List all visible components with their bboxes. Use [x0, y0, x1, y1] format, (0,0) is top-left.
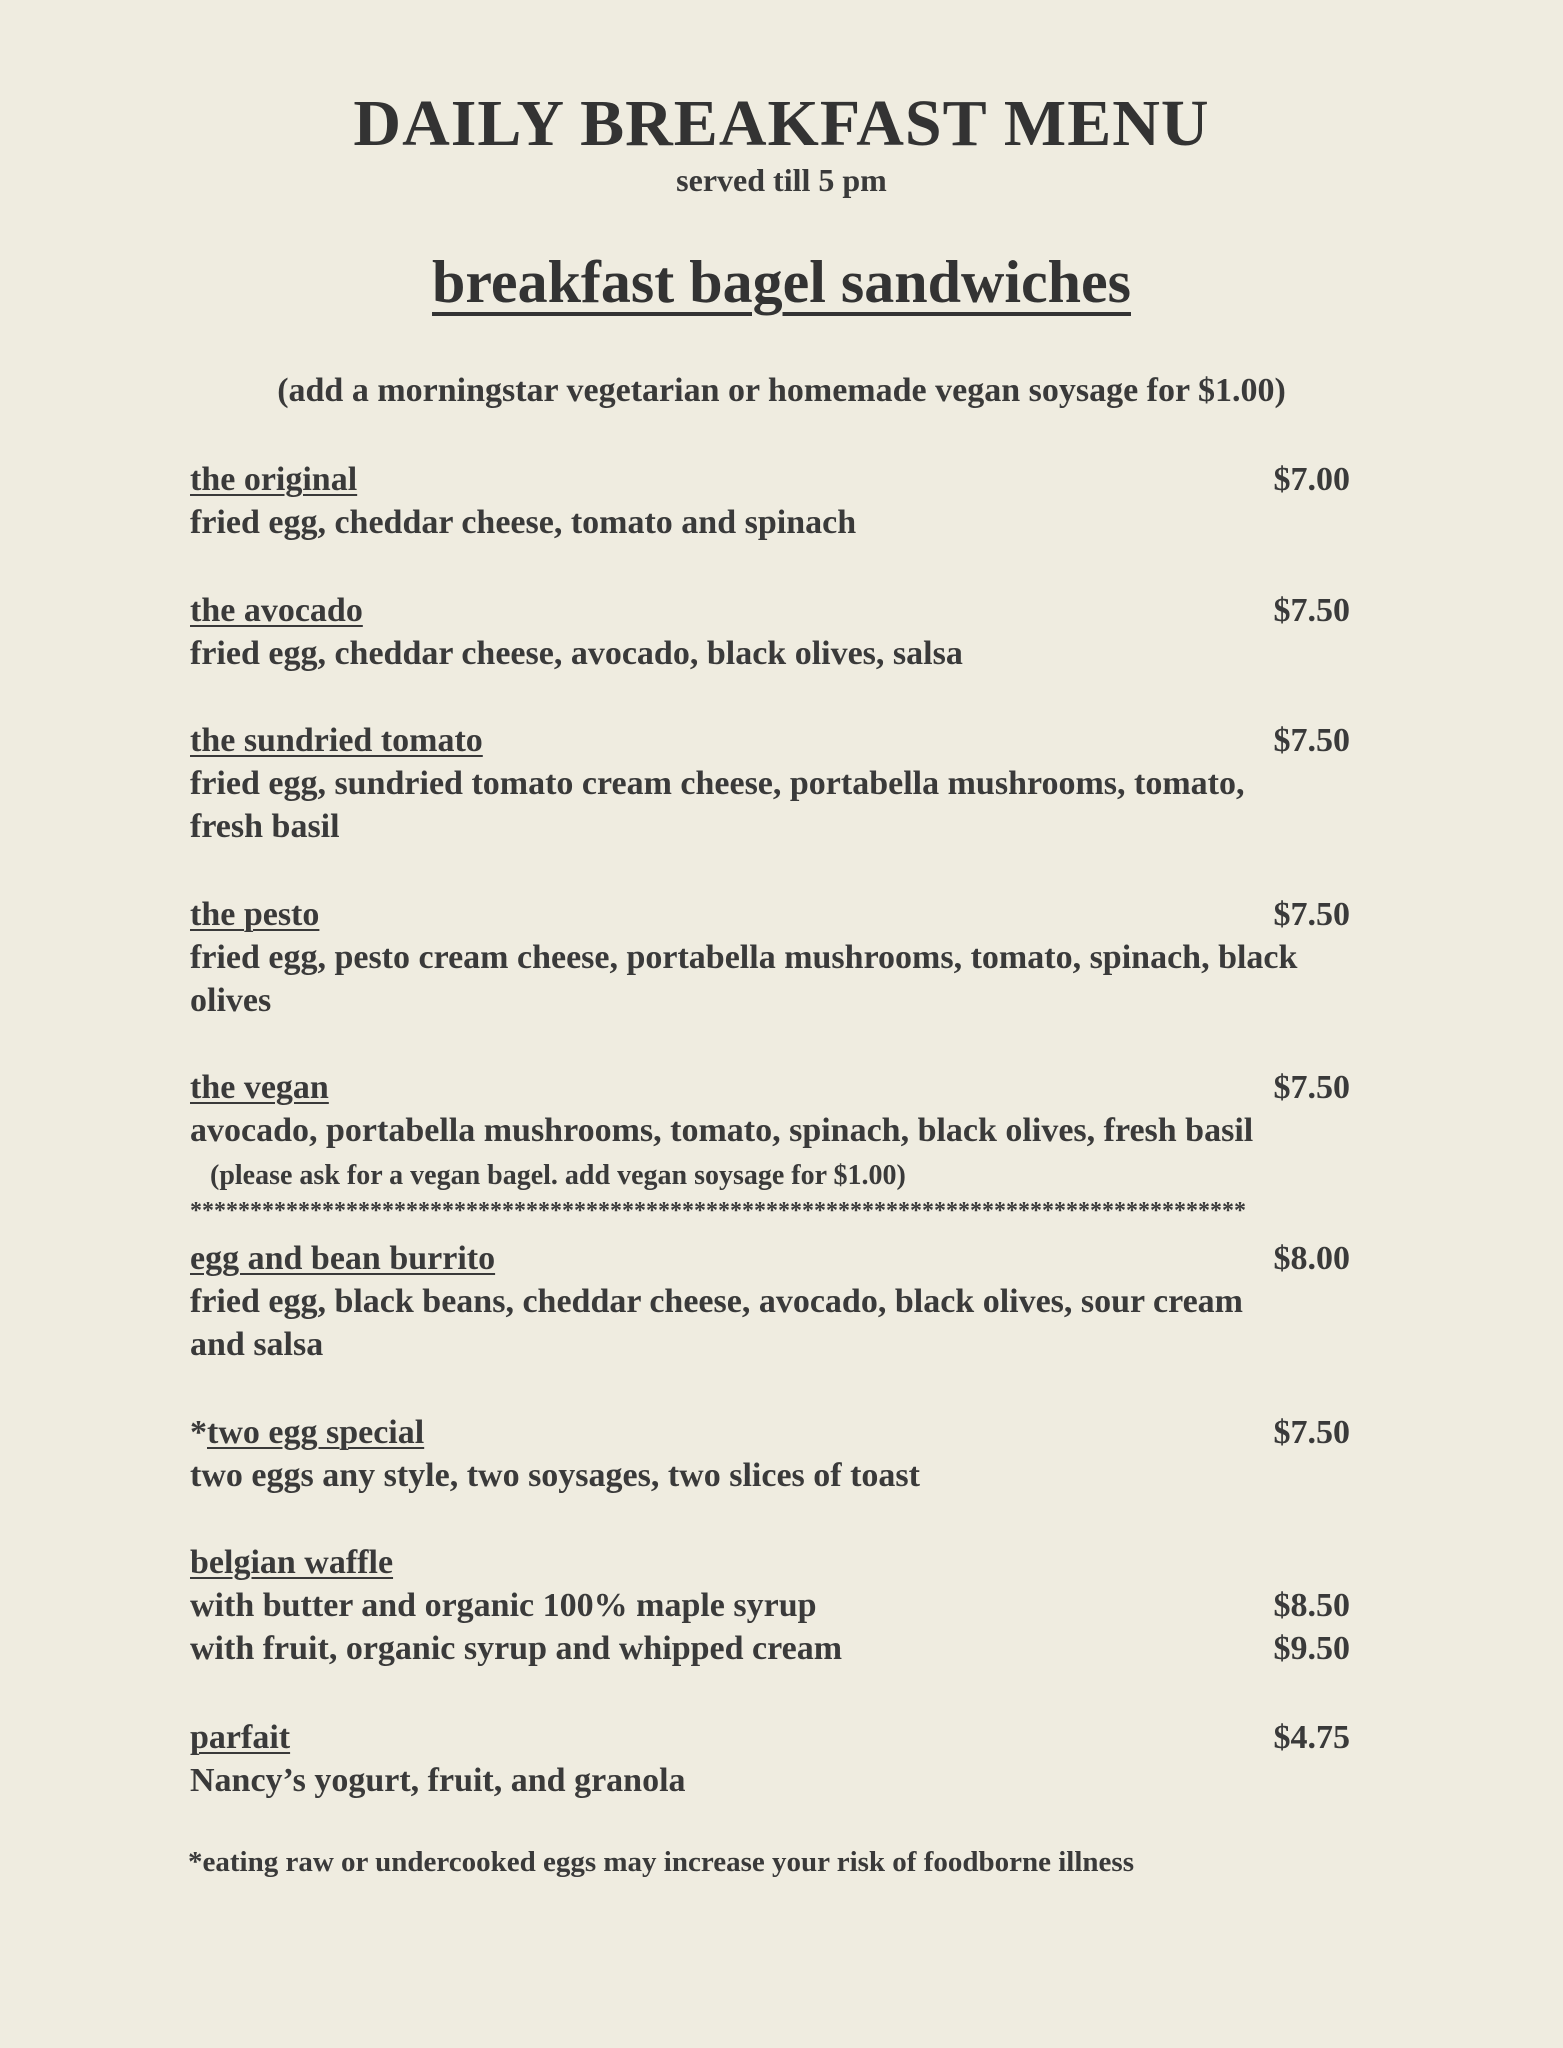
item-name: parfait [190, 1719, 291, 1756]
item-name: belgian waffle [190, 1544, 394, 1581]
item-description: avocado, portabella mushrooms, tomato, spinach, black olives, fresh basil [190, 1112, 1254, 1149]
menu-item [190, 893, 1350, 1022]
item-description: fried egg, pesto cream cheese, portabella mushrooms, tomato, spinach, black olives [190, 939, 1298, 1019]
menu-item [190, 1237, 1350, 1366]
menu-title: DAILY BREAKFAST MENU [353, 87, 1210, 160]
item-description: fried egg, sundried tomato cream cheese, portabella mushrooms, tomato, fresh basil [190, 765, 1245, 845]
item-name: the pesto [190, 896, 320, 933]
item-price: $7.50 [1273, 1414, 1350, 1451]
item-name: the sundried tomato [190, 722, 483, 759]
item-name: the avocado [190, 592, 363, 629]
item-description: with fruit, organic syrup and whipped cream [190, 1630, 843, 1667]
footer-disclaimer: *eating raw or undercooked eggs may increase your risk of foodborne illness [188, 1846, 1134, 1878]
menu-item [190, 1066, 1350, 1197]
item-price: $7.50 [1273, 592, 1350, 629]
waffle-option [190, 1627, 1350, 1670]
item-description: fried egg, black beans, cheddar cheese, avocado, black olives, sour cream and salsa [190, 1283, 1244, 1363]
menu-subtitle: served till 5 pm [676, 162, 887, 198]
item-description: fried egg, cheddar cheese, avocado, black olives, salsa [190, 635, 963, 672]
item-price: $8.00 [1273, 1240, 1350, 1277]
item-name: the vegan [190, 1069, 329, 1106]
menu-item-waffle [190, 1541, 1350, 1670]
menu-item [190, 1716, 1350, 1802]
item-price: $9.50 [1273, 1630, 1350, 1667]
section-addon-note: (add a morningstar vegetarian or homemade vegan soysage for $1.00) [277, 372, 1286, 409]
section-title: breakfast bagel sandwiches [432, 249, 1131, 315]
menu-item [190, 589, 1350, 675]
item-description: fried egg, cheddar cheese, tomato and spinach [190, 504, 857, 541]
item-description: with butter and organic 100% maple syrup [190, 1587, 817, 1624]
item-price: $7.50 [1273, 1069, 1350, 1106]
item-price: $8.50 [1273, 1587, 1350, 1624]
item-price: $7.50 [1273, 722, 1350, 759]
item-note: (please ask for a vegan bagel. add vegan soysage for $1.00) [210, 1160, 906, 1191]
item-name: egg and bean burrito [190, 1240, 496, 1277]
item-name: two egg special [207, 1414, 425, 1451]
item-description: Nancy’s yogurt, fruit, and granola [190, 1762, 686, 1799]
item-description: two eggs any style, two soysages, two slices of toast [190, 1457, 920, 1494]
menu-item [190, 719, 1350, 848]
waffle-option [190, 1584, 1350, 1627]
menu-item [190, 1411, 1350, 1497]
item-price: $4.75 [1273, 1719, 1350, 1756]
menu-item [190, 458, 1350, 544]
item-price: $7.00 [1273, 461, 1350, 498]
item-price: $7.50 [1273, 896, 1350, 933]
separator: **************************************************************************************** [190, 1198, 1246, 1224]
item-name: the original [190, 461, 358, 498]
item-asterisk: * [190, 1414, 207, 1451]
